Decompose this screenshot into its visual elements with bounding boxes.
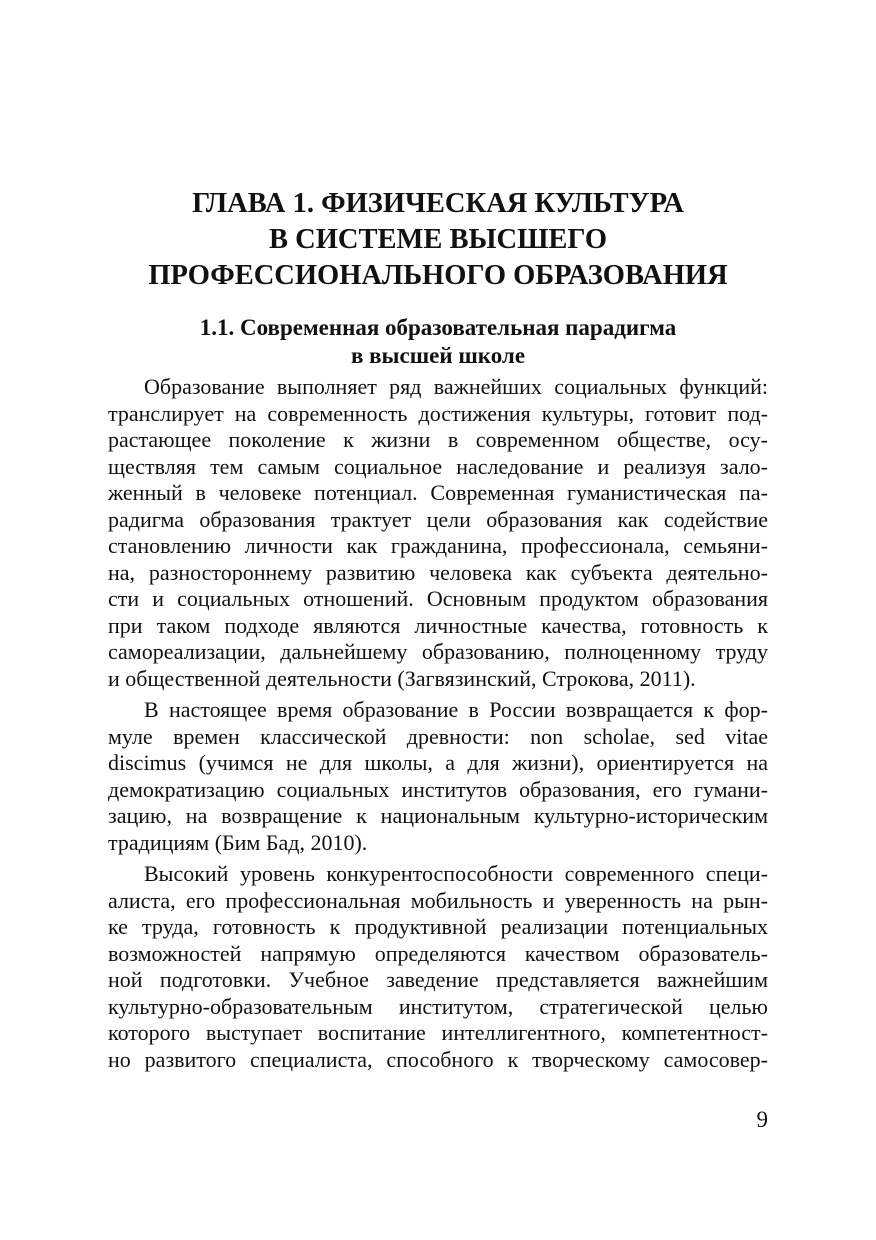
paragraph-1 [108, 374, 768, 692]
text-line: но развитого специалиста, способного к творческому самосовер- [108, 1046, 768, 1072]
chapter-title-line-1: ГЛАВА 1. ФИЗИЧЕСКАЯ КУЛЬТУРА [192, 188, 684, 219]
section-title [108, 314, 768, 370]
chapter-title [108, 186, 768, 294]
text-line: самореализации, дальнейшему образованию, полноценному труду [108, 639, 768, 664]
body-text [108, 374, 768, 1073]
page-number: 9 [756, 1107, 768, 1132]
text-line: алиста, его профессиональная мобильность и уверенность на рын- [108, 887, 768, 913]
paragraph-3 [108, 861, 768, 1073]
text-line: транслирует на современность достижения культуры, готовит под- [108, 400, 768, 426]
text-line: ной подготовки. Учебное заведение представляется важнейшим [108, 967, 768, 992]
text-line: традициям (Бим Бад, 2010). [108, 829, 368, 855]
text-line: при таком подходе являются личностные качества, готовность к [108, 612, 768, 638]
text-line: растающее поколение к жизни в современном обществе, осу- [108, 427, 768, 452]
text-line: сти и социальных отношений. Основным продуктом образования [108, 586, 768, 611]
section-title-line-1: 1.1. Современная образовательная парадигма [199, 315, 677, 340]
text-line: ке труда, готовность к продуктивной реализации потенциальных [108, 914, 768, 939]
text-line: зацию, на возвращение к национальным культурно-историческим [108, 803, 768, 828]
text-line: на, разностороннему развитию человека как субъекта деятельно- [108, 559, 768, 585]
text-line: культурно-образовательным институтом, стратегической целью [108, 993, 768, 1019]
text-line: Образование выполняет ряд важнейших социальных функций: [144, 374, 768, 399]
paragraph-2 [108, 697, 768, 856]
text-line: В настоящее время образование в России возвращается к фор- [144, 697, 768, 722]
text-line: муле времен классической древности: non scholae, sed vitae [108, 723, 768, 749]
chapter-title-line-3: ПРОФЕССИОНАЛЬНОГО ОБРАЗОВАНИЯ [148, 260, 728, 291]
text-line: демократизацию социальных институтов образования, его гумани- [108, 776, 768, 802]
text-line: ществляя тем самым социальное наследование и реализуя зало- [108, 453, 768, 479]
text-line: становлению личности как гражданина, профессионала, семьяни- [108, 533, 768, 558]
text-line: discimus (учимся не для школы, а для жизни), ориентируется на [108, 750, 768, 775]
section-title-line-2: в высшей школе [350, 343, 526, 368]
text-line: женный в человеке потенциал. Современная гуманистическая па- [108, 480, 768, 505]
text-line: и общественной деятельности (Загвязинский, Строкова, 2011). [108, 665, 696, 691]
text-line: возможностей напрямую определяются качеством образователь- [108, 940, 768, 966]
text-line: радигма образования трактует цели образования как содействие [108, 506, 768, 532]
text-line: которого выступает воспитание интеллигентного, компетентност- [108, 1020, 768, 1045]
document-page [108, 0, 768, 1240]
chapter-title-line-2: В СИСТЕМЕ ВЫСШЕГО [269, 224, 607, 255]
text-line: Высокий уровень конкурентоспособности современного специ- [144, 861, 768, 886]
